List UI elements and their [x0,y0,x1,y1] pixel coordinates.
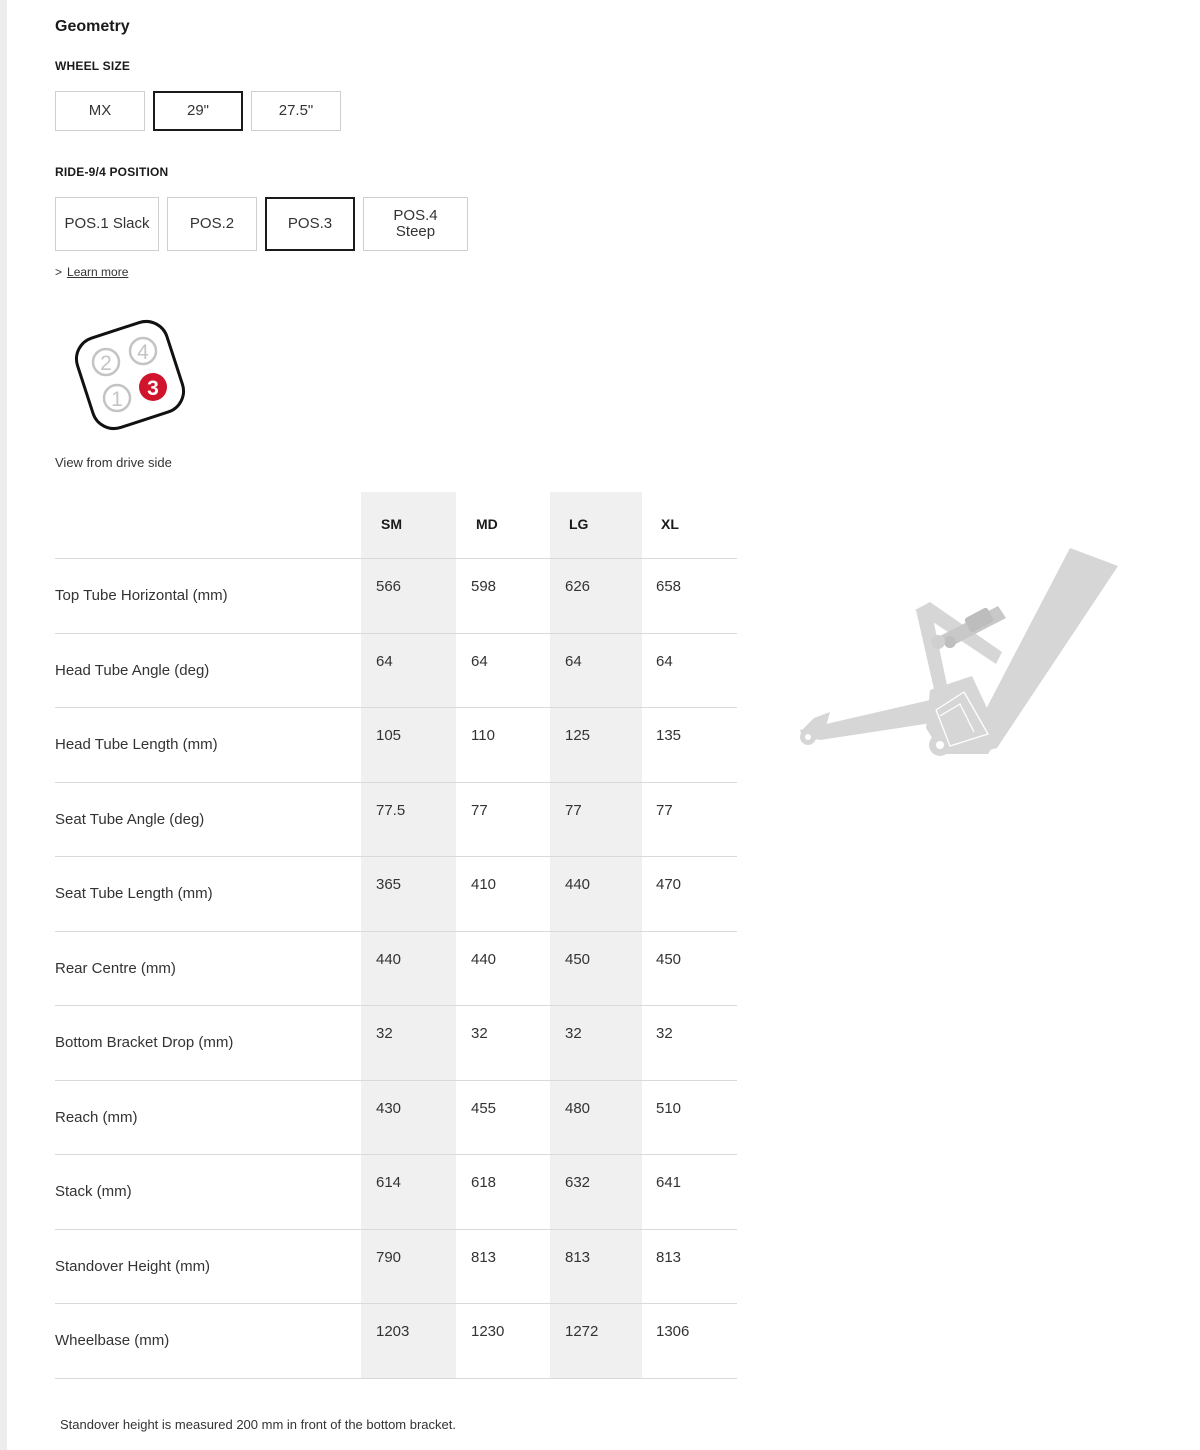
size-header-xl: XL [661,516,679,532]
cell-lg: 450 [565,950,591,968]
cell-sm: 64 [376,652,393,670]
standover-footnote: Standover height is measured 200 mm in front of the bottom bracket. [60,1417,456,1432]
table-row [55,1005,737,1081]
cell-xl: 813 [656,1248,682,1266]
table-row [55,1303,737,1379]
chevron-right-icon: > [55,265,63,279]
cell-sm: 105 [376,727,402,744]
flip-chip-outline [71,316,189,434]
size-header-sm: SM [381,516,402,532]
wheel-size-option-29[interactable] [153,91,243,131]
position-option-pos2[interactable] [167,197,257,251]
cell-lg: 32 [565,1025,582,1042]
position-number: 2 [100,352,112,375]
position-number: 3 [147,377,159,400]
cell-md: 110 [471,727,495,744]
learn-more-link[interactable]: Learn more [67,265,129,279]
position-diagram [70,315,195,435]
learn-more[interactable] [55,265,128,279]
cell-md: 77 [471,801,488,819]
cell-xl: 1306 [656,1323,690,1340]
cell-xl: 135 [656,727,682,744]
cell-xl: 64 [656,652,673,670]
cell-sm: 790 [376,1248,402,1266]
option-label: POS.3 [287,215,333,232]
cell-xl: 77 [656,801,673,819]
cell-md: 598 [471,578,497,595]
size-header-md: MD [476,516,498,532]
cell-lg: 480 [565,1099,591,1117]
cell-xl: 470 [656,876,682,893]
row-label: Seat Tube Length (mm) [55,885,213,902]
cell-lg: 632 [565,1174,591,1191]
cell-sm: 566 [376,578,402,595]
option-label: 29" [186,102,209,119]
cell-md: 618 [471,1174,497,1191]
table-row [55,1080,737,1156]
cell-lg: 440 [565,876,591,893]
position-option-pos4[interactable] [363,197,468,251]
row-label: Wheelbase (mm) [55,1332,170,1349]
wheel-size-option-mx[interactable] [55,91,145,131]
table-row [55,633,737,709]
table-bottom-border [55,1378,737,1379]
row-label: Stack (mm) [55,1183,132,1200]
table-row [55,856,737,932]
cell-lg: 125 [565,727,591,744]
position-dot-3-active [139,373,167,401]
cell-md: 455 [471,1099,497,1117]
cell-md: 32 [471,1025,488,1042]
cell-lg: 626 [565,578,591,595]
option-label: 27.5" [278,102,314,119]
row-label: Seat Tube Angle (deg) [55,810,205,828]
position-option-pos1[interactable] [55,197,159,251]
table-row [55,1154,737,1230]
table-row [55,1229,737,1305]
row-label: Standover Height (mm) [55,1257,211,1275]
cell-xl: 450 [656,950,682,968]
cell-md: 813 [471,1248,497,1266]
row-label: Top Tube Horizontal (mm) [55,587,228,604]
cell-xl: 32 [656,1025,673,1042]
cell-lg: 77 [565,801,582,819]
row-label: Bottom Bracket Drop (mm) [55,1034,234,1051]
cell-xl: 658 [656,578,682,595]
table-row [55,558,737,634]
cell-md: 1230 [471,1323,505,1340]
cell-xl: 641 [656,1174,682,1191]
cell-lg: 64 [565,652,582,670]
cell-sm: 365 [376,876,402,893]
cell-sm: 77.5 [376,801,406,819]
page-title: Geometry [55,18,130,35]
cell-sm: 32 [376,1025,393,1042]
bike-frame-image [790,540,1130,770]
row-label: Head Tube Angle (deg) [55,661,210,679]
option-label: POS.2 [189,215,235,232]
table-row [55,782,737,858]
option-label: MX [88,102,112,119]
option-label: POS.1 Slack [64,215,150,232]
wheel-size-option-27-5[interactable] [251,91,341,131]
position-number: 1 [111,388,123,411]
cell-lg: 813 [565,1248,591,1266]
cell-md: 64 [471,652,488,670]
wheel-size-label: WHEEL SIZE [55,59,131,73]
row-label: Rear Centre (mm) [55,959,176,977]
row-label: Head Tube Length (mm) [55,736,218,753]
cell-sm: 1203 [376,1323,410,1340]
position-number: 4 [137,341,149,364]
cell-lg: 1272 [565,1323,599,1340]
cell-sm: 614 [376,1174,402,1191]
size-header-lg: LG [569,516,589,532]
cell-sm: 440 [376,950,402,968]
cell-sm: 430 [376,1099,402,1117]
row-label: Reach (mm) [55,1108,138,1126]
view-caption: View from drive side [55,455,172,470]
cell-md: 410 [471,876,497,893]
table-row [55,931,737,1007]
position-option-pos3[interactable] [265,197,355,251]
option-label: POS.4 Steep [393,207,438,240]
cell-md: 440 [471,950,497,968]
table-row [55,707,737,783]
cell-xl: 510 [656,1099,682,1117]
left-edge-rule [0,0,7,1450]
position-label: RIDE-9/4 POSITION [55,165,169,179]
